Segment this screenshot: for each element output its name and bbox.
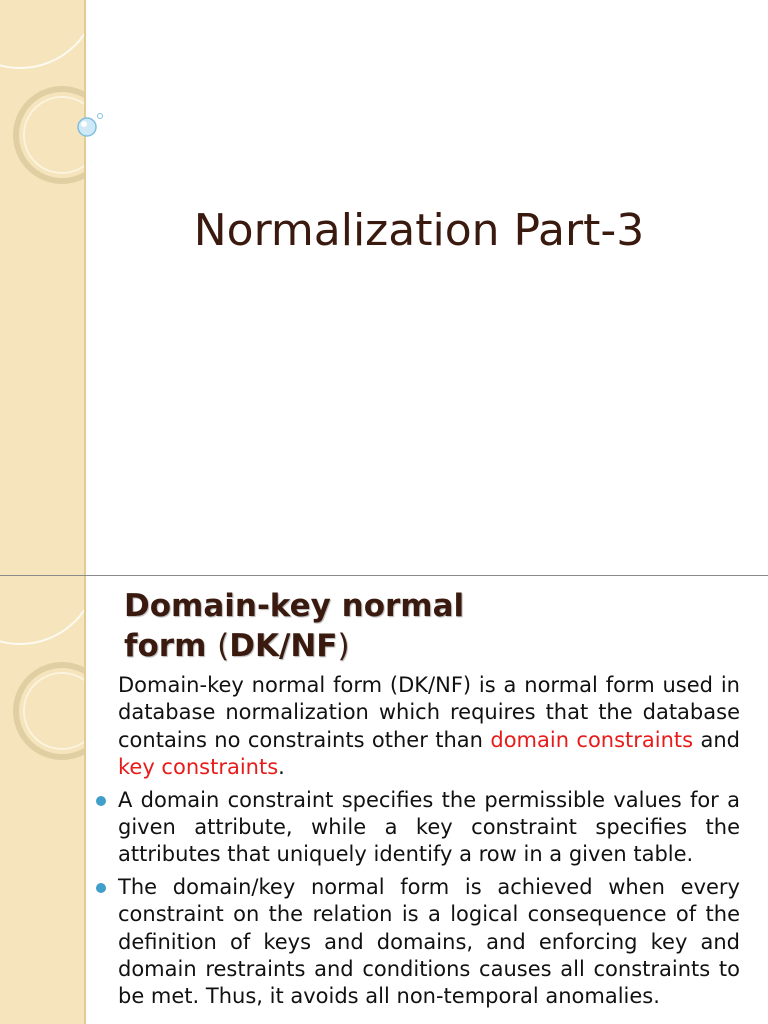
slide-heading (124, 586, 724, 666)
page-title: Normalization Part-3 (193, 205, 645, 256)
intro-text-end: . (278, 755, 285, 780)
decorative-side-band (0, 0, 86, 576)
decorative-circles-icon (0, 0, 84, 576)
slide-body (118, 672, 740, 1016)
domain-constraints-link[interactable]: domain constraints (490, 727, 694, 752)
slide-dknf (0, 576, 768, 1024)
decorative-side-band (0, 576, 86, 1024)
heading-main: Domain-key normal (124, 588, 465, 624)
bullet-item (118, 787, 740, 869)
bullet-icon (96, 796, 106, 806)
heading-paren-open: ( (217, 628, 230, 664)
heading-paren-close: ) (337, 628, 350, 664)
heading-form-prefix: form (124, 628, 218, 664)
bullet-text: The domain/key normal form is achieved when every constraint on the relation is a logical consequence of the definition of keys and domains, and enforcing key and domain restraints and conditions causes all constraints to be met. Thus, it avoids all non-temporal anomalies. (118, 874, 740, 1009)
heading-abbr: DK/NF (229, 628, 338, 664)
bullet-text: A domain constraint specifies the permissible values for a given attribute, while a key constraint specifies the attributes that uniquely identify a row in a given table. (118, 787, 740, 867)
key-constraints-link[interactable]: key constraints (118, 755, 279, 780)
decorative-circles-icon (0, 576, 84, 1024)
intro-text-middle: and (693, 727, 741, 752)
intro-paragraph (118, 672, 740, 782)
bullet-icon (96, 883, 106, 893)
bullet-item (118, 874, 740, 1011)
intro-text: Domain-key normal form (DK/NF) is a normal form used in database normalization which requires that the database contains no constraints other than (118, 673, 740, 752)
